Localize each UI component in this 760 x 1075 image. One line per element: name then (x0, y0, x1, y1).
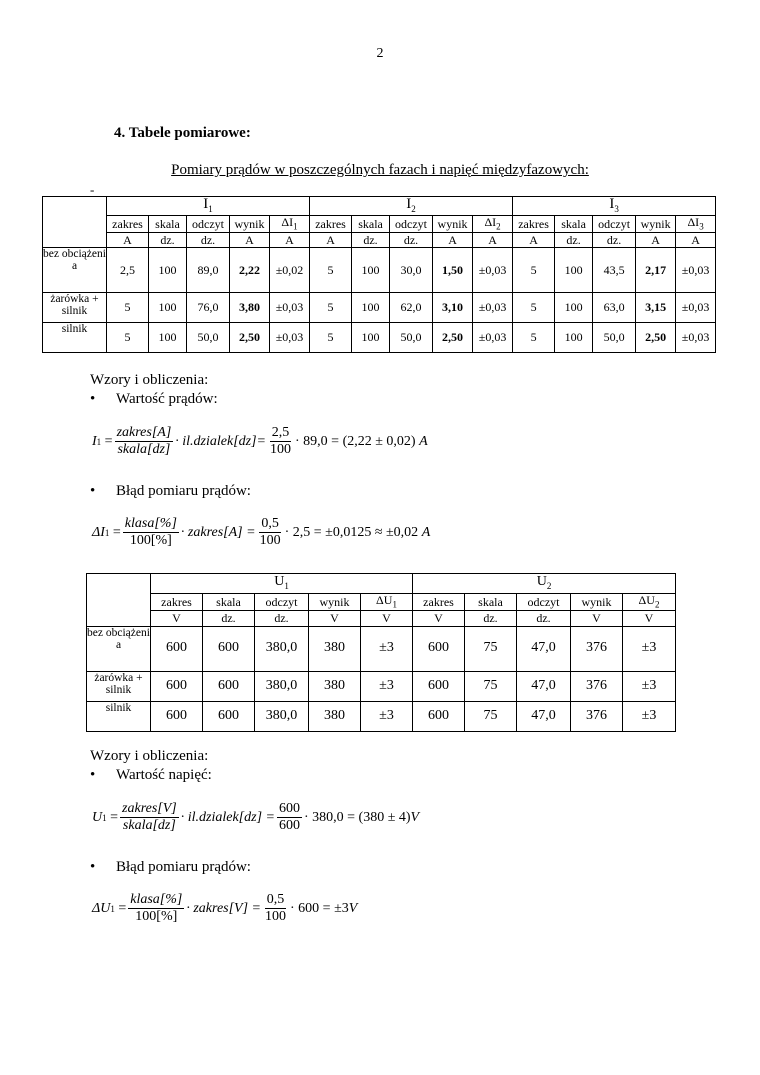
group-subscript: 2 (546, 581, 552, 592)
fraction-numerator: 600 (277, 801, 302, 818)
table-cell: 5 (107, 322, 149, 352)
unit-cell: dz. (149, 232, 187, 247)
table-row (87, 671, 676, 701)
column-header-label: skala (358, 216, 383, 231)
formula-lhs: U (92, 809, 103, 825)
group-subscript: 1 (284, 581, 289, 592)
column-header-label: ΔI (281, 215, 294, 229)
table-cell: ±0,03 (473, 247, 513, 292)
table-cell: 2,50 (433, 322, 473, 352)
units-row (87, 610, 676, 626)
stray-mark: - (90, 182, 95, 197)
table-cell: 2,17 (636, 247, 676, 292)
unit-cell: A (107, 232, 149, 247)
column-header (151, 594, 203, 611)
table-cell: 50,0 (593, 322, 636, 352)
formula-current-error: ΔI 1 = $\frac{\text{klasa[\%]}}{100[\%]}$ · zakres[A] = $\frac{0,5}{100}$ · 2,5 = ±0,0125 ≈ ±0,02 A (92, 516, 431, 549)
units-row (43, 232, 716, 247)
fraction (277, 801, 302, 834)
column-header-label: skala (216, 594, 241, 609)
column-header-subscript: 2 (654, 599, 660, 610)
table-cell: 380,0 (255, 626, 309, 671)
column-header-label: skala (155, 216, 180, 231)
table-cell: 600 (413, 671, 465, 701)
bullet-item (90, 767, 212, 784)
table-cell: 100 (555, 292, 593, 322)
table-cell: 3,80 (230, 292, 270, 322)
table-cell: 1,50 (433, 247, 473, 292)
table-cell: 380 (309, 671, 361, 701)
formula-middle: · il.dzialek[dz]= (175, 433, 267, 449)
table-cell: 100 (352, 292, 390, 322)
formula-subscript: 1 (102, 812, 107, 823)
fraction-numerator: 0,5 (265, 892, 287, 909)
fraction (120, 801, 179, 834)
bullet-item (90, 483, 251, 500)
table-cell: 100 (352, 322, 390, 352)
column-header-label: odczyt (265, 594, 298, 609)
unit-cell: dz. (517, 610, 571, 626)
table-cell: 75 (465, 626, 517, 671)
table-cell: 100 (352, 247, 390, 292)
column-header-row (87, 594, 676, 611)
table-cell: 5 (310, 322, 352, 352)
table-corner-cell (87, 574, 151, 627)
table-cell: 600 (151, 671, 203, 701)
unit-cell: A (310, 232, 352, 247)
bullet-text: Wartość napięć: (116, 767, 212, 783)
unit-cell: A (270, 232, 310, 247)
bullet-dot-icon: • (90, 767, 96, 783)
table-cell: ±3 (361, 671, 413, 701)
table-cell: 5 (513, 322, 555, 352)
group-header-i2: $I_2$ (310, 197, 513, 216)
unit-cell: A (513, 232, 555, 247)
table-cell: 2,5 (107, 247, 149, 292)
fraction (258, 516, 283, 549)
unit-cell: dz. (187, 232, 230, 247)
fraction (263, 892, 288, 925)
fraction-numerator: klasa[%] (128, 892, 184, 909)
table-cell: 2,50 (636, 322, 676, 352)
column-header-label: zakres (423, 594, 454, 609)
formula-unit: V (348, 900, 358, 916)
table-cell: 75 (465, 671, 517, 701)
table-row (43, 292, 716, 322)
fraction-denominator: 100 (270, 442, 292, 458)
unit-cell: dz. (390, 232, 433, 247)
table-cell: 2,50 (230, 322, 270, 352)
table-cell: ±0,03 (270, 322, 310, 352)
column-header-label: wynik (319, 594, 350, 609)
table-cell: 100 (149, 247, 187, 292)
table-cell: 600 (413, 626, 465, 671)
currents-table (42, 196, 716, 353)
unit-cell: V (361, 610, 413, 626)
column-header-label: zakres (161, 594, 192, 609)
fraction-numerator: 0,5 (259, 516, 281, 533)
table-cell: 3,10 (433, 292, 473, 322)
fraction (268, 425, 293, 458)
table-cell: 5 (310, 292, 352, 322)
formula-voltage: U 1 = $\frac{\text{zakres[V]}}{\text{skala[dz]}}$ · il.dzialek[dz] = $\frac{600}{600}$ · 380,0 = (380 ± 4) V (92, 801, 420, 834)
group-header-i3: $I_3$ (513, 197, 716, 216)
formula-current: I 1 = $\frac{\text{zakres[A]}}{\text{skala[dz]}}$ · il.dzialek[dz]= $\frac{2,5}{100}$ · 89,0 = (2,22 ± 0,02) A (92, 425, 428, 458)
group-subscript: 3 (614, 204, 619, 215)
table-cell: 600 (413, 701, 465, 731)
table-cell: 600 (151, 626, 203, 671)
formula-voltage-error: ΔU 1 = $\frac{\text{klasa[\%]}}{100[\%]}$ · zakres[V] = $\frac{0,5}{100}$ · 600 = ±3 V (92, 892, 358, 925)
unit-cell: dz. (555, 232, 593, 247)
table-cell: ±0,03 (676, 322, 716, 352)
column-header-row (43, 216, 716, 233)
formula-lhs: ΔI (92, 524, 105, 540)
table-cell: ±3 (361, 626, 413, 671)
table-cell: 600 (203, 701, 255, 731)
formula-tail: · 2,5 = ±0,0125 ≈ ±0,02 (284, 524, 419, 540)
formula-middle: · zakres[A] = (180, 524, 256, 540)
table-cell: ±3 (623, 671, 676, 701)
column-header (517, 594, 571, 611)
table-cell: 100 (149, 292, 187, 322)
unit-cell: dz. (465, 610, 517, 626)
column-header (513, 216, 555, 233)
table-group-header-row (87, 574, 676, 594)
table-cell: 5 (310, 247, 352, 292)
table-cell: ±0,03 (676, 292, 716, 322)
table-cell: 376 (571, 701, 623, 731)
bullet-dot-icon: • (90, 483, 96, 499)
bullet-text: Błąd pomiaru prądów: (116, 483, 251, 499)
column-header-label: zakres (112, 216, 143, 231)
table-cell: 380,0 (255, 701, 309, 731)
unit-cell: dz. (255, 610, 309, 626)
column-header (390, 216, 433, 233)
table-cell: ±3 (623, 701, 676, 731)
fraction-denominator: 100[%] (129, 533, 172, 549)
voltages-table (86, 573, 676, 732)
fraction-denominator: skala[dz] (117, 442, 171, 458)
column-header-label: odczyt (395, 216, 428, 231)
fraction-denominator: 600 (278, 818, 300, 834)
table-cell: 30,0 (390, 247, 433, 292)
column-header-label: wynik (437, 216, 468, 231)
column-header (203, 594, 255, 611)
fraction-numerator: klasa[%] (123, 516, 179, 533)
column-header-label: zakres (315, 216, 346, 231)
page-number: 2 (376, 46, 384, 61)
bullet-text: Wartość prądów: (116, 391, 218, 407)
group-header-i1: $I_1$ (107, 197, 310, 216)
unit-cell: dz. (593, 232, 636, 247)
column-header-label: odczyt (192, 216, 224, 231)
column-header (107, 216, 149, 233)
fraction-numerator: zakres[V] (120, 801, 179, 818)
table-cell: 3,15 (636, 292, 676, 322)
table-cell: 100 (555, 247, 593, 292)
table-cell: ±0,03 (473, 322, 513, 352)
table-cell: 43,5 (593, 247, 636, 292)
table-cell: 50,0 (390, 322, 433, 352)
formula-tail: · 600 = ±3 (290, 900, 349, 916)
unit-cell: A (676, 232, 716, 247)
unit-cell: V (309, 610, 361, 626)
formula-subscript: 1 (110, 903, 115, 914)
formula-unit: A (421, 524, 431, 540)
table-group-header-row (43, 197, 716, 216)
table-cell: 600 (151, 701, 203, 731)
calc-heading: Wzory i obliczenia: (90, 372, 209, 388)
table-cell: 380 (309, 626, 361, 671)
unit-cell: dz. (352, 232, 390, 247)
table-cell: 76,0 (187, 292, 230, 322)
table-cell: 376 (571, 626, 623, 671)
column-header-label: ΔU (638, 593, 655, 607)
bullet-dot-icon: • (90, 391, 96, 407)
column-header-subscript: 1 (293, 221, 298, 232)
table-cell: 50,0 (187, 322, 230, 352)
unit-cell: V (151, 610, 203, 626)
column-header (571, 594, 623, 611)
column-header (270, 216, 310, 233)
fraction (123, 516, 179, 549)
unit-cell: V (623, 610, 676, 626)
table-cell: 100 (149, 322, 187, 352)
unit-cell: dz. (203, 610, 255, 626)
table-cell: ±0,02 (270, 247, 310, 292)
column-header-subscript: 3 (699, 221, 704, 232)
group-header-u1: $U_1$ (151, 574, 413, 594)
fraction-denominator: 100 (259, 533, 281, 549)
formula-lhs: ΔU (92, 900, 111, 916)
group-subscript: 1 (208, 204, 213, 215)
table-row (43, 247, 716, 292)
group-header-u2: $U_2$ (413, 574, 676, 594)
fraction-denominator: 100 (265, 909, 287, 925)
formula-unit: A (419, 433, 428, 449)
column-header (187, 216, 230, 233)
fraction-denominator: skala[dz] (122, 818, 176, 834)
column-header (352, 216, 390, 233)
formula-tail: · 380,0 = (380 ± 4) (303, 809, 411, 825)
table-corner-cell (43, 197, 107, 248)
table-cell: ±3 (361, 701, 413, 731)
column-header-label: odczyt (527, 594, 560, 609)
column-header-label: ΔI (484, 215, 497, 229)
table-cell: 2,22 (230, 247, 270, 292)
column-header-label: odczyt (598, 216, 631, 231)
row-label: żarówka + silnik (43, 292, 107, 322)
formula-subscript: 1 (96, 436, 102, 447)
table-cell: 47,0 (517, 626, 571, 671)
column-header (433, 216, 473, 233)
group-subscript: 2 (411, 204, 416, 215)
formula-unit: V (410, 809, 420, 825)
table-cell: 600 (203, 626, 255, 671)
formula-subscript: 1 (104, 527, 110, 538)
fraction (115, 425, 174, 458)
table-cell: 89,0 (187, 247, 230, 292)
column-header (413, 594, 465, 611)
bullet-text: Błąd pomiaru prądów: (116, 859, 251, 875)
column-header (309, 594, 361, 611)
table-cell: 376 (571, 671, 623, 701)
column-header-label: skala (561, 216, 586, 231)
table-cell: ±0,03 (270, 292, 310, 322)
formula-lhs: I (92, 433, 97, 449)
table-cell: 62,0 (390, 292, 433, 322)
table-cell: 47,0 (517, 701, 571, 731)
row-label: bez obciążeni a (87, 626, 151, 671)
unit-cell: A (636, 232, 676, 247)
column-header-label: zakres (518, 216, 549, 231)
formula-tail: · 89,0 = (2,22 ± 0,02) (295, 433, 416, 449)
table-cell: 380,0 (255, 671, 309, 701)
column-header (230, 216, 270, 233)
table-row (43, 322, 716, 352)
unit-cell: V (571, 610, 623, 626)
table-cell: 5 (107, 292, 149, 322)
row-label: silnik (43, 322, 107, 352)
bullet-dot-icon: • (90, 859, 96, 875)
formula-middle: · zakres[V] = (186, 900, 262, 916)
column-header (593, 216, 636, 233)
column-header-label: wynik (581, 594, 612, 609)
column-header (555, 216, 593, 233)
row-label: silnik (87, 701, 151, 731)
column-header-label: wynik (640, 216, 671, 231)
column-header-subscript: 1 (392, 599, 397, 610)
column-header (623, 594, 676, 611)
table-cell: ±0,03 (473, 292, 513, 322)
column-header (465, 594, 517, 611)
table-row (87, 701, 676, 731)
column-header (676, 216, 716, 233)
table-cell: 47,0 (517, 671, 571, 701)
bullet-item (90, 859, 251, 876)
calc-heading: Wzory i obliczenia: (90, 748, 209, 764)
column-header (361, 594, 413, 611)
table-caption: Pomiary prądów w poszczególnych fazach i napięć międzyfazowych: (171, 162, 589, 178)
column-header-label: ΔI (687, 215, 700, 229)
table-cell: 5 (513, 292, 555, 322)
unit-cell: A (473, 232, 513, 247)
column-header (636, 216, 676, 233)
fraction-numerator: zakres[A] (115, 425, 174, 442)
bullet-item (90, 391, 218, 408)
unit-cell: A (433, 232, 473, 247)
table-row (87, 626, 676, 671)
column-header-subscript: 2 (496, 221, 501, 232)
fraction-numerator: 2,5 (270, 425, 292, 442)
table-cell: 63,0 (593, 292, 636, 322)
row-label: bez obciążeni a (43, 247, 107, 292)
column-header-label: skala (478, 594, 503, 609)
table-cell: 5 (513, 247, 555, 292)
formula-middle: · il.dzialek[dz] = (180, 809, 275, 825)
section-title: 4. Tabele pomiarowe: (114, 125, 251, 141)
table-cell: ±3 (623, 626, 676, 671)
column-header (149, 216, 187, 233)
table-cell: 600 (203, 671, 255, 701)
table-cell: ±0,03 (676, 247, 716, 292)
column-header-label: ΔU (376, 593, 393, 607)
table-cell: 100 (555, 322, 593, 352)
column-header-label: wynik (234, 216, 265, 231)
row-label: żarówka + silnik (87, 671, 151, 701)
column-header (310, 216, 352, 233)
fraction (128, 892, 184, 925)
fraction-denominator: 100[%] (135, 909, 178, 925)
column-header (255, 594, 309, 611)
table-cell: 75 (465, 701, 517, 731)
table-cell: 380 (309, 701, 361, 731)
column-header (473, 216, 513, 233)
unit-cell: A (230, 232, 270, 247)
unit-cell: V (413, 610, 465, 626)
